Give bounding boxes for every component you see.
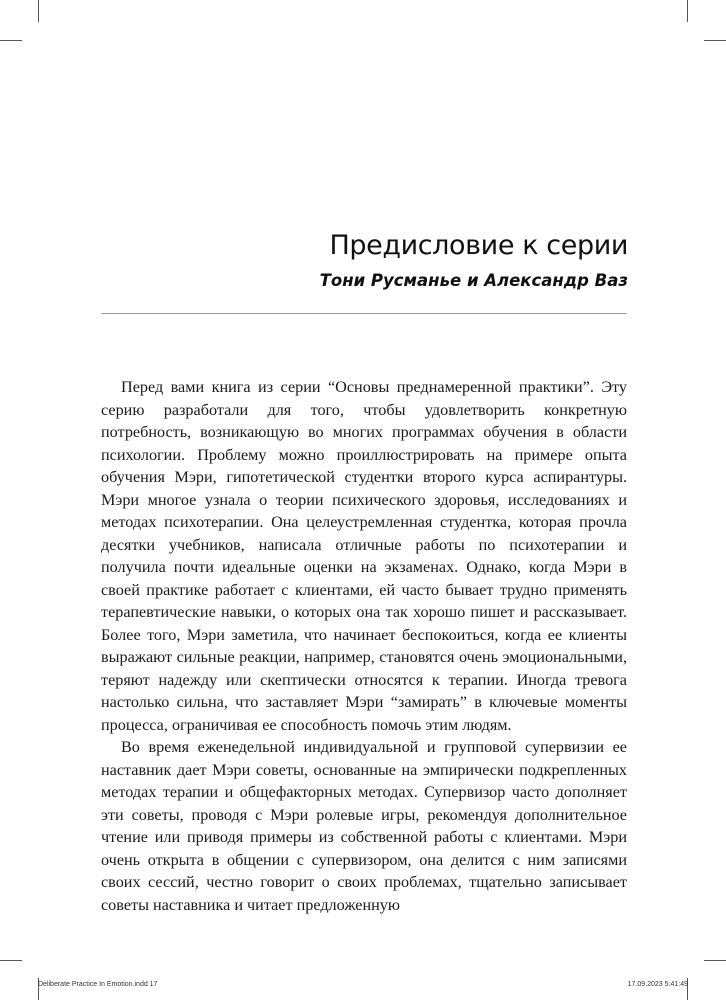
crop-mark-top-left [38, 0, 39, 22]
heading-divider [101, 313, 627, 314]
print-slug [0, 981, 726, 995]
body-text [101, 376, 627, 916]
chapter-authors: Тони Русманье и Александр Ваз [319, 271, 628, 290]
chapter-title: Предисловие к серии [329, 230, 628, 261]
paragraph: Во время еженедельной индивидуальной и групповой супервизии ее наставник дает Мэри советы, основанные на эмпирически подкрепленных методах терапии и общефакторных методах. Супервизор часто дополняет эти советы, проводя с Мэри ролевые игры, рекомендуя дополнительное чтение или приводя примеры из собственной работы с клиентами. Мэри очень открыта в общении с супервизором, она делится с ним записями своих сессий, честно говорит о своих проблемах, тщательно записывает советы наставника и читает предложенную [101, 738, 627, 914]
crop-mark-right-bottom [704, 960, 726, 961]
chapter-heading [320, 228, 628, 292]
slug-filename: Deliberate Practice In Emotion.indd 17 [38, 981, 158, 988]
crop-mark-top-right [687, 0, 688, 22]
crop-mark-right-top [704, 40, 726, 41]
paragraph: Перед вами книга из серии “Основы преднамеренной практики”. Эту серию разработали для того, чтобы удовлетворить конкретную потребность, возникающую во многих программах обучения в области психологии. Проблему можно проиллюстрировать на примере опыта обучения Мэри, гипотетической студентки второго курса аспирантуры. Мэри многое узнала о теории психического здоровья, исследованиях и методах психотерапии. Она целеустремленная студентка, которая прочла десятки учебников, написала отличные работы по психотерапии и получила почти идеальные оценки на экзаменах. Однако, когда Мэри в своей практике работает с клиентами, ей часто бывает трудно применять терапевтические навыки, о которых она так хорошо пишет и рассказывает. Более того, Мэри заметила, что начинает беспокоиться, когда ее клиенты выражают сильные реакции, например, становятся очень эмоциональными, теряют надежду или скептически относятся к терапии. Иногда тревога настолько сильна, что заставляет Мэри “замирать” в ключевые моменты процесса, ограничивая ее способность помочь этим людям. [101, 378, 627, 734]
slug-timestamp: 17.09.2023 5:41:49 [627, 981, 688, 988]
crop-mark-left-top [0, 40, 22, 41]
crop-mark-left-bottom [0, 960, 22, 961]
